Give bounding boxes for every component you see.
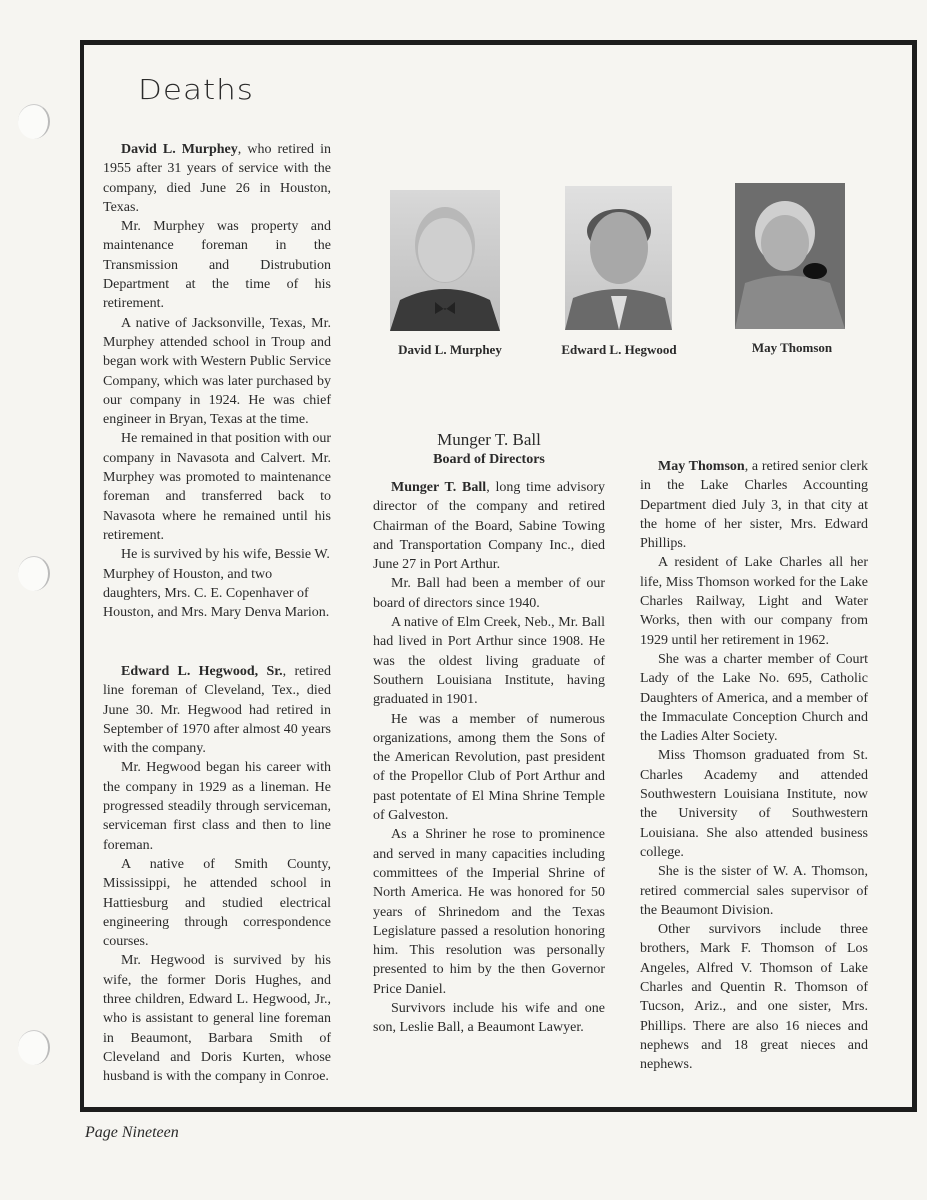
paragraph: A native of Elm Creek, Neb., Mr. Ball had lived in Port Arthur since 1908. He was the oldest living graduate of Southern Louisiana Institute, having graduated in 1901. xyxy=(373,615,605,708)
paragraph: She was a charter member of Court Lady of the Lake No. 695, Catholic Daughters of America, and a member of the Immaculate Conception Church and the Ladies Alter Society. xyxy=(640,651,868,745)
paragraph: A native of Jacksonville, Texas, Mr. Murphey attended school in Troup and began work with Western Public Service Company, which was later purchased by our company in 1924. He was chief engineer in Bryan, Texas at the time. xyxy=(103,315,331,428)
obituary-ball xyxy=(373,478,605,1038)
obituary-heading: Munger T. Ball xyxy=(437,430,541,449)
paragraph: He was a member of numerous organizations, among them the Sons of the American Revolution, past president of the Propellor Club of Port Arthur and past potentate of El Mina Shrine Temple of Galveston. xyxy=(373,711,605,824)
paragraph: As a Shriner he rose to prominence and served in many capacities including committees of the Imperial Shrine of North America. He was honored for 50 years of Shrinedom and the Texas Legislature passed a resolution honoring him. This resolution was personally presented to him by the then Governor Price Daniel. xyxy=(373,827,605,997)
paragraph: Mr. Murphey was property and maintenance foreman in the Transmission and Distrubution Department at the time of his retirement. xyxy=(103,219,331,312)
paragraph: She is the sister of W. A. Thomson, retired commercial sales supervisor of the Beaumont Division. xyxy=(640,864,868,918)
obituary-lead-name: Edward L. Hegwood, Sr. xyxy=(121,664,283,679)
paragraph: Miss Thomson graduated from St. Charles Academy and attended Southwestern Louisiana Institute, now the University of Southwestern Louisiana. She also attended business college. xyxy=(640,748,868,860)
paragraph: , who retired in 1955 after 31 years of service with the company, died June 26 in Houston, Texas. xyxy=(103,142,332,215)
paragraph: , long time advisory director of the company and retired Chairman of the Board, Sabine Towing and Transportation Company Inc., died June 27 in Port Arthur. xyxy=(373,480,605,573)
obituary-murphey xyxy=(103,140,331,622)
binder-hole xyxy=(18,104,50,139)
paragraph: He is survived by his wife, Bessie W. Murphey of Houston, and two daughters, Mrs. C. E. Copenhaver of Houston, and Mrs. Mary Denva Marion. xyxy=(103,547,330,621)
paragraph: , retired line foreman of Cleveland, Tex., died June 30. Mr. Hegwood had retired in September of 1970 after almost 40 years with the company. xyxy=(103,664,331,757)
photo-caption: Edward L. Hegwood xyxy=(561,342,677,357)
paragraph: A native of Smith County, Mississippi, he attended school in Hattiesburg and studied electrical engineering through correspondence courses. xyxy=(103,856,331,950)
paragraph: He remained in that position with our company in Navasota and Calvert. Mr. Murphey was promoted to maintenance foreman and transferred back to Navasota where he remained until his retirement. xyxy=(103,431,331,543)
paragraph: , a retired senior clerk in the Lake Charles Accounting Department died July 3, in that city at the home of her sister, Mrs. Edward Phillips. xyxy=(640,459,868,552)
paragraph: Mr. Ball had been a member of our board of directors since 1940. xyxy=(373,576,605,611)
obituary-hegwood xyxy=(103,662,331,1087)
obituary-lead-name: May Thomson xyxy=(658,459,745,474)
paragraph: Mr. Hegwood is survived by his wife, the former Doris Hughes, and three children, Edward L. Hegwood, Jr., who is assistant to general line foreman in Beaumont, Barbara Smith of Cleveland and Doris Kurten, whose husband is with the company in Conroe. xyxy=(103,953,331,1085)
page-title: Deaths xyxy=(138,73,254,107)
photo-caption: May Thomson xyxy=(751,340,833,355)
paragraph: Mr. Hegwood began his career with the company in 1929 as a lineman. He progressed steadily through serviceman, serviceman first class and then to line foreman. xyxy=(103,760,331,853)
obituary-lead-name: Munger T. Ball xyxy=(391,480,487,495)
binder-hole xyxy=(18,556,50,591)
paragraph: A resident of Lake Charles all her life, Miss Thomson worked for the Lake Charles Railway, Light and Water Works, then with our company from 1929 until her retirement in 1962. xyxy=(640,555,868,648)
photo-david-murphey xyxy=(390,190,500,331)
photo-edward-hegwood xyxy=(565,186,672,330)
photo-caption: David L. Murphey xyxy=(398,342,502,357)
obituary-subheading: Board of Directors xyxy=(433,452,545,467)
photo-may-thomson xyxy=(735,183,845,329)
obituary-thomson xyxy=(640,457,868,1075)
obituary-lead-name: David L. Murphey xyxy=(121,142,238,157)
paragraph: Survivors include his wife and one son, Leslie Ball, a Beaumont Lawyer. xyxy=(373,1001,605,1036)
paragraph: Other survivors include three brothers, Mark F. Thomson of Los Angeles, Alfred V. Thomson of Lake Charles and Quentin R. Thomson of Tucson, Ariz., and one sister, Mrs. Phillips. There are also 16 nieces and nephews and 18 great nieces and nephews. xyxy=(640,922,868,1073)
binder-hole xyxy=(18,1030,50,1065)
page-number: Page Nineteen xyxy=(85,1124,179,1141)
